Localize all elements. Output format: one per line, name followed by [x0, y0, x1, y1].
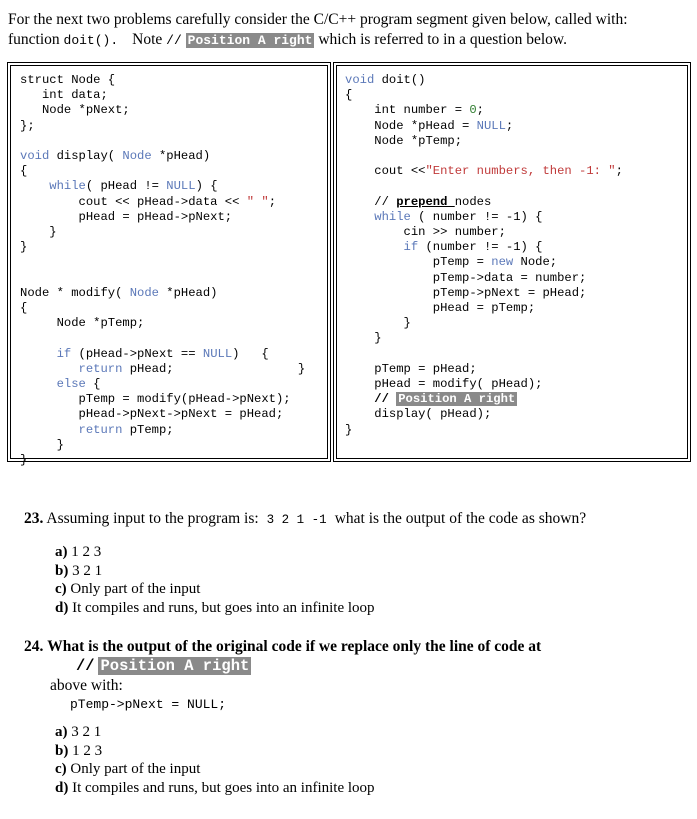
code-line: {	[20, 301, 28, 316]
code-panel-left-inner	[10, 65, 328, 468]
option-item[interactable]	[55, 543, 375, 562]
question-23-text-b: what is the output of the code as shown?	[334, 510, 587, 527]
intro-func: doit().	[63, 33, 119, 48]
code-line: cout << pHead->data << " ";	[20, 194, 277, 209]
code-right	[345, 73, 623, 438]
option-text: Only part of the input	[70, 761, 201, 777]
code-line: pTemp->data = number;	[345, 270, 587, 285]
code-panel-right	[333, 62, 691, 462]
code-line: // prepend nodes	[345, 194, 492, 209]
code-line: return pHead; }	[78, 361, 306, 376]
code-line: {	[20, 164, 28, 179]
code-line: };	[20, 118, 35, 133]
code-line: pHead = pTemp;	[345, 301, 536, 316]
code-line: }	[20, 225, 57, 240]
code-line: int data;	[20, 88, 108, 103]
code-line: int number = 0;	[345, 103, 484, 118]
question-24-text-b: above with:	[50, 677, 123, 694]
code-line: Node *pTemp;	[345, 133, 463, 148]
code-line: pHead = pHead->pNext;	[20, 209, 233, 224]
option-text: Only part of the input	[70, 581, 201, 597]
code-line: pTemp = modify(pHead->pNext);	[20, 392, 291, 407]
question-24-text-a: What is the output of the original code if we replace only the line of code at	[47, 638, 542, 655]
code-line: pTemp->pNext = pHead;	[345, 285, 587, 300]
option-label: a)	[55, 544, 68, 560]
question-24-replacement: pTemp->pNext = NULL;	[70, 697, 227, 712]
code-line: void display( Node *pHead)	[20, 149, 211, 164]
code-line: while( pHead != NULL) {	[49, 179, 218, 194]
code-line	[345, 347, 623, 362]
code-line: if (number != -1) {	[403, 240, 543, 255]
code-line: Node *pTemp;	[20, 316, 145, 331]
intro-line-1: For the next two problems carefully consider the C/C++ program segment given below, called with:	[8, 11, 628, 28]
question-24-number: 24.	[24, 638, 44, 655]
code-line	[345, 179, 623, 194]
option-text: 1 2 3	[71, 544, 102, 560]
code-line: if (pHead->pNext == NULL) {	[56, 346, 269, 361]
code-line: pHead->pNext->pNext = pHead;	[20, 407, 284, 422]
option-label: a)	[55, 724, 68, 740]
position-marker: Position A right	[187, 33, 313, 48]
option-label: c)	[55, 581, 67, 597]
option-text: It compiles and runs, but goes into an infinite loop	[72, 599, 375, 616]
code-line: cin >> number;	[345, 225, 506, 240]
code-line: display( pHead);	[345, 407, 492, 422]
code-line: else {	[56, 377, 101, 392]
option-label: d)	[55, 779, 69, 796]
code-line	[345, 149, 623, 164]
code-line: }	[345, 422, 353, 437]
code-line: }	[20, 240, 28, 255]
option-text: 3 2 1	[71, 724, 102, 740]
intro-prefix: function	[8, 31, 64, 48]
option-item[interactable]	[55, 760, 375, 779]
option-item[interactable]	[55, 562, 375, 581]
code-line: }	[345, 331, 382, 346]
code-line: struct Node {	[20, 73, 116, 87]
intro-line-2	[8, 30, 688, 51]
code-line: Node * modify( Node *pHead)	[20, 285, 218, 300]
option-item[interactable]	[55, 723, 375, 742]
code-left	[20, 73, 305, 468]
option-label: b)	[55, 562, 69, 579]
intro-suffix: which is referred to in a question below.	[314, 31, 567, 48]
code-line: // Position A right	[374, 392, 516, 407]
question-23-input: 3 2 1 -1	[266, 513, 327, 527]
problem-intro	[8, 10, 688, 51]
option-text: It compiles and runs, but goes into an infinite loop	[72, 779, 375, 796]
code-line	[20, 271, 305, 286]
code-line: pTemp = pHead;	[345, 361, 477, 376]
code-line: pTemp = new Node;	[345, 255, 558, 270]
question-24	[24, 637, 541, 714]
option-item[interactable]	[55, 580, 375, 599]
question-23-text-a: Assuming input to the program is:	[46, 510, 259, 527]
question-23	[24, 509, 586, 530]
code-line: Node *pHead = NULL;	[345, 118, 514, 133]
question-23-options	[55, 543, 375, 617]
code-line: {	[345, 88, 353, 103]
code-line: void doit()	[345, 73, 426, 87]
question-24-comment: //	[76, 657, 95, 675]
code-line	[20, 255, 305, 270]
code-panel-right-inner	[336, 65, 688, 459]
code-line: pHead = modify( pHead);	[345, 377, 543, 392]
code-line: }	[20, 453, 28, 468]
code-line: }	[345, 316, 411, 331]
intro-note: Note	[132, 31, 167, 48]
option-label: d)	[55, 599, 69, 616]
code-line: }	[20, 437, 64, 452]
intro-comment: //	[166, 33, 182, 48]
option-text: 1 2 3	[72, 742, 103, 759]
code-line: Node *pNext;	[20, 103, 130, 118]
code-line: while ( number != -1) {	[374, 209, 543, 224]
option-item[interactable]	[55, 742, 375, 761]
option-item[interactable]	[55, 779, 375, 798]
code-line	[20, 134, 305, 149]
code-panel-left	[7, 62, 331, 468]
option-label: c)	[55, 761, 67, 777]
option-label: b)	[55, 742, 69, 759]
question-24-options	[55, 723, 375, 797]
question-23-number: 23.	[24, 510, 44, 527]
code-line: cout <<"Enter numbers, then -1: ";	[345, 164, 623, 179]
option-item[interactable]	[55, 599, 375, 618]
code-line: return pTemp;	[78, 422, 174, 437]
question-24-marker: Position A right	[100, 657, 250, 675]
option-text: 3 2 1	[72, 562, 103, 579]
code-line	[20, 331, 305, 346]
